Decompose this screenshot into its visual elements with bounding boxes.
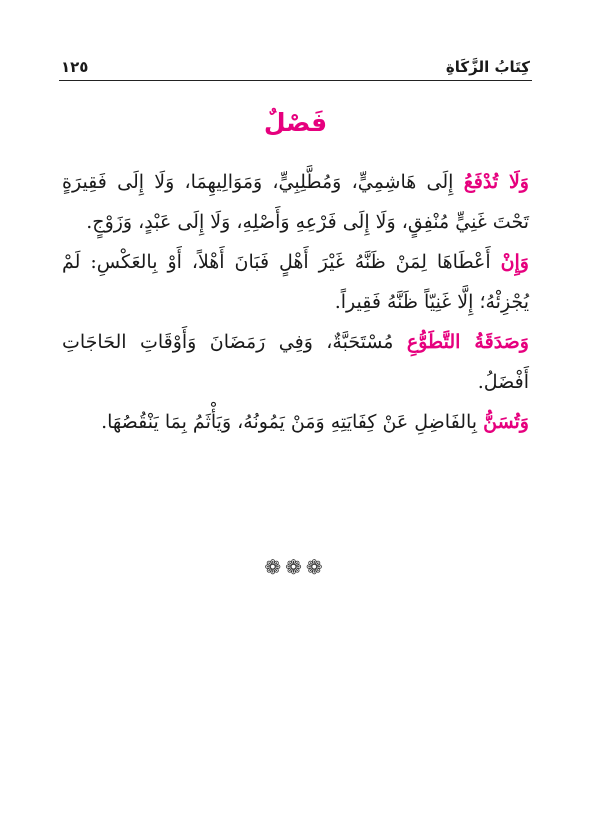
- paragraph-text: مُسْتَحَبَّةٌ، وَفِي رَمَضَانَ وَأَوْقَاتِ الحَاجَاتِ أَفْضَلُ.: [62, 331, 529, 393]
- paragraph-text: إِلَى هَاشِمِيٍّ، وَمُطَّلِبِيٍّ، وَمَوَالِيهِمَا، وَلَا إِلَى فَقِيرَةٍ تَحْتَ غَنِيٍّ مُنْفِقٍ، وَلَا إِلَى فَرْعِهِ وَأَصْلِهِ، وَلَا إِلَى عَبْدٍ، وَزَوْجٍ.: [62, 171, 529, 233]
- paragraph: [62, 242, 529, 322]
- paragraph: [62, 322, 529, 402]
- paragraph-lead: وَصَدَقَةُ التَّطَوُّعِ: [406, 331, 529, 353]
- paragraph-lead: وَإِنْ: [500, 251, 529, 273]
- body-text: [62, 162, 529, 442]
- chapter-title: كِتَابُ الزَّكَاةِ: [445, 58, 530, 76]
- paragraph-lead: وَتُسَنُّ: [483, 411, 529, 433]
- paragraph: [62, 402, 529, 442]
- paragraph-lead: وَلَا تُدْفَعُ: [463, 171, 529, 193]
- page-number: ١٢٥: [61, 58, 89, 76]
- paragraph-text: أَعْطَاهَا لِمَنْ ظَنَّهُ غَيْرَ أَهْلٍ فَبَانَ أَهْلاً، أَوْ بِالعَكْسِ: لَمْ يُجْزِئْهُ؛ إِلَّا غَنِيّاً ظَنَّهُ فَقِيراً.: [62, 251, 529, 313]
- flower-ornament-divider: ❁❁❁: [264, 555, 327, 579]
- section-heading: فَصْلٌ: [263, 108, 328, 137]
- paragraph-text: بِالفَاضِلِ عَنْ كِفَايَتِهِ وَمَنْ يَمُونُهُ، وَيَأْثَمُ بِمَا يَنْقُصُهَا.: [101, 411, 484, 433]
- running-header: [59, 50, 532, 81]
- paragraph: [62, 162, 529, 242]
